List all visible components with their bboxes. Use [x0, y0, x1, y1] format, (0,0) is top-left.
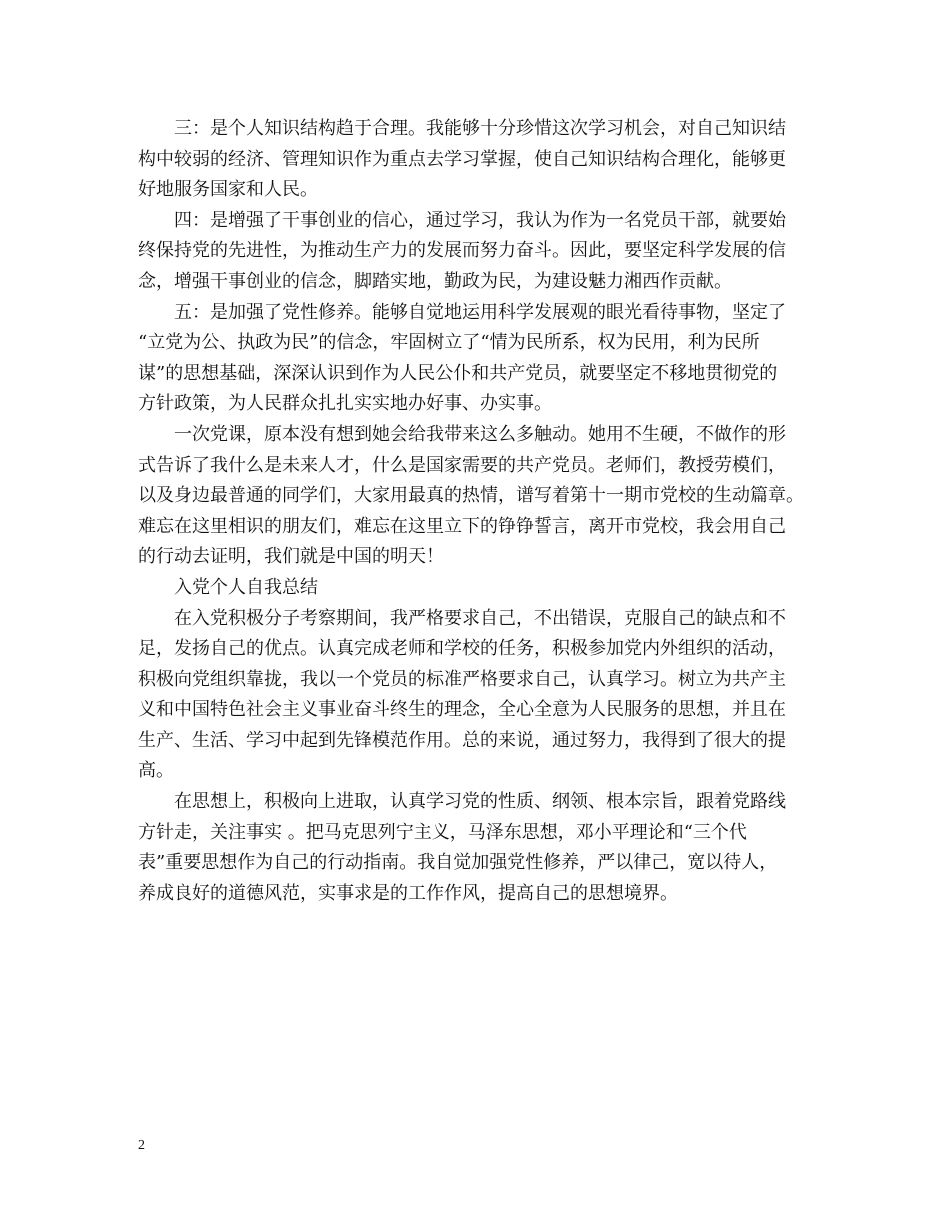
paragraph-line: 的行动去证明，我们就是中国的明天！ [138, 546, 444, 568]
section-heading: 入党个人自我总结 [174, 576, 318, 598]
paragraph-line: 养成良好的道德风范，实事求是的工作作风，提高自己的思想境界。 [138, 882, 678, 904]
paragraph-line: “立党为公、执政为民”的信念，牢固树立了“情为民所系，权为民用，利为民所 [138, 332, 760, 354]
paragraph-line: 生产、生活、学习中起到先锋模范作用。总的来说，通过努力，我得到了很大的提 [138, 729, 786, 751]
paragraph-line: 式告诉了我什么是未来人才，什么是国家需要的共产党员。老师们，教授劳模们， [138, 454, 786, 476]
paragraph-line: 念，增强干事创业的信念，脚踏实地，勤政为民，为建设魅力湘西作贡献。 [138, 270, 732, 292]
paragraph-line: 好地服务国家和人民。 [138, 179, 318, 201]
paragraph-line: 方针政策，为人民群众扎扎实实地办好事、办实事。 [138, 393, 552, 415]
paragraph-line: 义和中国特色社会主义事业奋斗终生的理念，全心全意为人民服务的思想，并且在 [138, 699, 786, 721]
paragraph-line: 终保持党的先进性，为推动生产力的发展而努力奋斗。因此，要坚定科学发展的信 [138, 240, 786, 262]
paragraph-line: 在思想上，积极向上进取，认真学习党的性质、纲领、根本宗旨，跟着党路线 [174, 791, 786, 813]
paragraph-line: 积极向党组织靠拢，我以一个党员的标准严格要求自己，认真学习。树立为共产主 [138, 668, 786, 690]
paragraph-line: 一次党课，原本没有想到她会给我带来这么多触动。她用不生硬，不做作的形 [174, 423, 786, 445]
paragraph-line: 在入党积极分子考察期间，我严格要求自己，不出错误，克服自己的缺点和不 [174, 607, 786, 629]
document-body [138, 114, 822, 909]
paragraph-line: 表”重要思想作为自己的行动指南。我自觉加强党性修养，严以律己，宽以待人， [138, 852, 778, 874]
page-number: 2 [138, 1138, 145, 1153]
paragraph-line: 构中较弱的经济、管理知识作为重点去学习掌握，使自己知识结构合理化，能够更 [138, 148, 786, 170]
paragraph-line: 难忘在这里相识的朋友们，难忘在这里立下的铮铮誓言，离开市党校，我会用自己 [138, 515, 786, 537]
paragraph-line: 以及身边最普通的同学们，大家用最真的热情，谱写着第十一期市党校的生动篇章。 [138, 485, 804, 507]
paragraph-line: 五：是加强了党性修养。能够自觉地运用科学发展观的眼光看待事物，坚定了 [174, 301, 786, 323]
paragraph-line: 足，发扬自己的优点。认真完成老师和学校的任务，积极参加党内外组织的活动， [138, 638, 786, 660]
paragraph-line: 谋”的思想基础，深深认识到作为人民公仆和共产党员，就要坚定不移地贯彻党的 [138, 362, 778, 384]
paragraph-line: 四：是增强了干事创业的信心，通过学习，我认为作为一名党员干部，就要始 [174, 209, 786, 231]
paragraph-line: 三：是个人知识结构趋于合理。我能够十分珍惜这次学习机会，对自己知识结 [174, 118, 786, 139]
paragraph-line: 方针走，关注事实 。把马克思列宁主义，马泽东思想，邓小平理论和“三个代 [138, 821, 747, 843]
paragraph-line: 高。 [138, 760, 174, 782]
